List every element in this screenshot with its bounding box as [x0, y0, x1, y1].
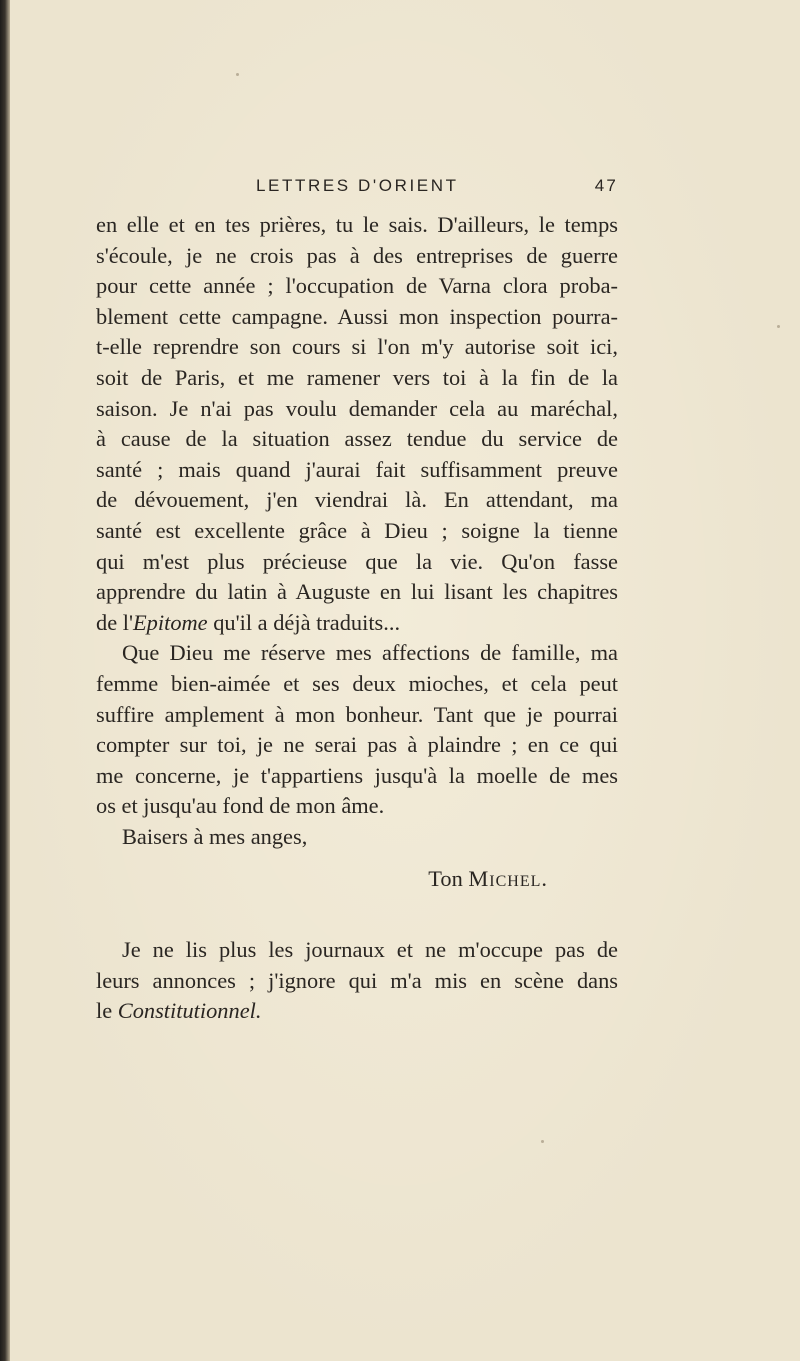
text-line: soit de Paris, et me ramener vers toi à la fin de la	[96, 364, 618, 390]
text-line: os et jusqu'au fond de mon âme.	[96, 793, 385, 819]
signature-prefix: Ton	[428, 866, 463, 892]
newspaper-title: Constitutionnel.	[117, 998, 262, 1024]
paper-speck	[777, 325, 780, 328]
text-line: Que Dieu me réserve mes affections de famille, ma	[122, 640, 618, 666]
paragraph-1	[96, 210, 618, 638]
paragraph-2	[96, 638, 618, 822]
text-line: t-elle reprendre son cours si l'on m'y autorise soit ici,	[96, 334, 618, 360]
postscript	[96, 935, 618, 1027]
book-spine-shadow	[0, 0, 10, 1361]
text-fragment: de l'	[96, 609, 133, 635]
text-line: Je ne lis plus les journaux et ne m'occupe pas de	[122, 937, 618, 963]
signature	[96, 864, 618, 895]
page-number: 47	[594, 176, 618, 195]
text-line: s'écoule, je ne crois pas à des entreprises de guerre	[96, 242, 618, 268]
closing-salutation: Baisers à mes anges,	[122, 823, 308, 849]
running-title: LETTRES D'ORIENT	[256, 176, 459, 195]
text-line: saison. Je n'ai pas voulu demander cela au maréchal,	[96, 395, 618, 421]
text-line: qui m'est plus précieuse que la vie. Qu'on fasse	[96, 548, 618, 574]
text-line: santé ; mais quand j'aurai fait suffisamment preuve	[96, 456, 618, 482]
paper-speck	[236, 73, 239, 76]
paper-speck	[541, 1140, 544, 1143]
text-fragment: le	[96, 998, 118, 1024]
text-line: blement cette campagne. Aussi mon inspection pourra-	[96, 303, 618, 329]
text-line: suffire amplement à mon bonheur. Tant que je pourrai	[96, 701, 618, 727]
signature-name: Michel.	[468, 866, 548, 892]
text-line: compter sur toi, je ne serai pas à plaindre ; en ce qui	[96, 732, 618, 758]
text-line: de dévouement, j'en viendrai là. En attendant, ma	[96, 487, 618, 513]
text-line: en elle et en tes prières, tu le sais. D'ailleurs, le temps	[96, 212, 618, 237]
text-fragment: qu'il a déjà traduits...	[207, 609, 401, 635]
page-text	[96, 210, 618, 1027]
text-line: femme bien-aimée et ses deux mioches, et cela peut	[96, 670, 618, 696]
text-line: pour cette année ; l'occupation de Varna clora proba-	[96, 273, 618, 299]
text-line: santé est excellente grâce à Dieu ; soigne la tienne	[96, 517, 618, 543]
text-line	[96, 996, 618, 1027]
text-line: à cause de la situation assez tendue du service de	[96, 426, 618, 452]
text-line: apprendre du latin à Auguste en lui lisant les chapitres	[96, 579, 618, 605]
text-line: me concerne, je t'appartiens jusqu'à la moelle de mes	[96, 762, 618, 788]
running-head	[96, 172, 618, 202]
text-line	[96, 608, 618, 639]
book-title-epitome: Epitome	[133, 609, 208, 635]
text-line: leurs annonces ; j'ignore qui m'a mis en scène dans	[96, 967, 618, 993]
